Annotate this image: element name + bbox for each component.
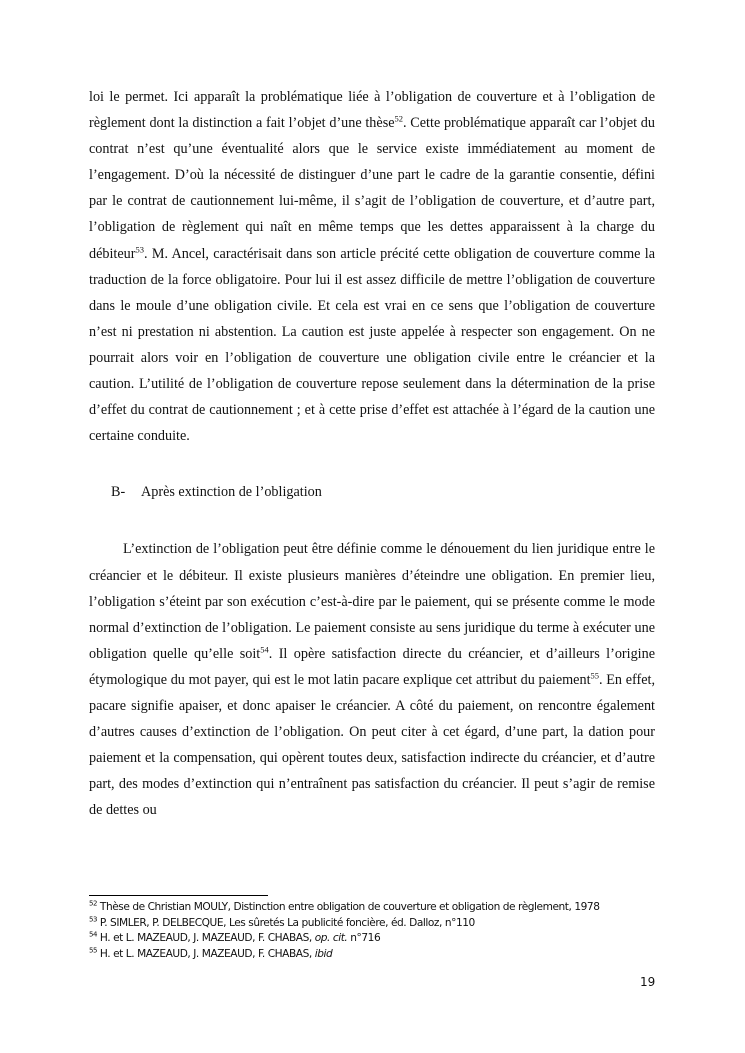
footnote-number: 54: [89, 930, 98, 939]
body-text: [89, 84, 655, 823]
section-title: Après extinction de l’obligation: [141, 484, 322, 501]
paragraph-obligation-couverture: [89, 84, 655, 449]
section-heading: [111, 479, 655, 505]
footnote-text: n°716: [347, 932, 381, 945]
footnote-text: H. et L. MAZEAUD, J. MAZEAUD, F. CHABAS,: [97, 932, 315, 945]
footnote-italic-ref: op. cit.: [314, 932, 348, 945]
footnote-ref-53[interactable]: 53: [135, 243, 144, 254]
footnote-number: 53: [89, 915, 98, 924]
footnotes: [89, 900, 689, 962]
footnote-ref-55[interactable]: 55: [590, 670, 600, 681]
paragraph-text: L’extinction de l’obligation peut être définie comme le dénouement du lien juridique entre le créancier et le débiteur. Il existe plusieurs manières d’éteindre une obligation. En premier lieu, l’obligation s’éteint par son exécution c’est-à-dire par le paiement, qui se présente comme le mode normal d’extinction de l’obligation. Le paiement consiste au sens juridique du terme à exécuter une obligation quelle qu’elle soit: [89, 541, 655, 662]
footnote-separator: [89, 895, 268, 896]
paragraph-extinction: [89, 536, 655, 823]
paragraph-text: . Il opère satisfaction directe du créancier, et d’ailleurs l’origine étymologique du mot payer, qui est le mot latin pacare explique cet attribut du paiement: [89, 645, 655, 688]
paragraph-text: . Cette problématique apparaît car l’objet du contrat n’est qu’une éventualité alors que le service existe immédiatement au moment de l’engagement. D’où la nécessité de distinguer d’une part le cadre de la garantie consentie, défini par le contrat de cautionnement lui-même, il s’agit de l’obligation de couverture, et d’autre part, l’obligation de règlement qui naît en même temps que les dettes apparaissent à la charge du débiteur: [89, 115, 655, 262]
footnote-52: [89, 900, 689, 916]
paragraph-text: . M. Ancel, caractérisait dans son article précité cette obligation de couverture comme la traduction de la force obligatoire. Pour lui il est assez difficile de mettre l’obligation de couverture dans le moule d’une obligation civile. Et cela est vrai en ce sens que l’obligation de couverture n’est ni prestation ni abstention. La caution est juste appelée à respecter son engagement. On ne pourrait alors voir en l’obligation de couverture une obligation civile entre le créancier et la caution. L’utilité de l’obligation de couverture repose seulement dans la détermination de la prise d’effet du contrat de cautionnement ; et à cette prise d’effet est attachée à l’égard de la caution une certaine conduite.: [89, 245, 655, 445]
footnote-55: [89, 947, 689, 963]
footnote-number: 55: [89, 946, 98, 955]
footnote-ref-52[interactable]: 52: [394, 113, 404, 124]
page-number: 19: [640, 975, 656, 989]
footnote-54: [89, 931, 689, 947]
footnote-number: 52: [89, 899, 98, 908]
paragraph-text: loi le permet. Ici apparaît la problématique liée à l’obligation de couverture et à l’obligation de règlement dont la distinction a fait l’objet d’une thèse: [89, 89, 655, 132]
footnote-text: Thèse de Christian MOULY, Distinction entre obligation de couverture et obligation de règlement, 1978: [97, 901, 600, 913]
paragraph-text: . En effet, pacare signifie apaiser, et donc apaiser le créancier. A côté du paiement, on rencontre également d’autres causes d’extinction de l’obligation. On peut citer à cet égard, d’une part, la dation pour paiement et la compensation, qui opèrent toutes deux, satisfaction indirecte du créancier, et d’autre part, des modes d’extinction qui n’entraînent pas satisfaction du créancier. Il peut s’agir de remise de dettes ou: [89, 671, 655, 819]
footnote-text: H. et L. MAZEAUD, J. MAZEAUD, F. CHABAS,: [97, 947, 315, 960]
footnote-ref-54[interactable]: 54: [260, 644, 269, 655]
section-number: B-: [111, 484, 126, 501]
footnote-text: P. SIMLER, P. DELBECQUE, Les sûretés La publicité foncière, éd. Dalloz, n°110: [97, 916, 475, 929]
footnote-italic-ref: ibid: [314, 947, 333, 960]
footnote-53: [89, 916, 689, 932]
